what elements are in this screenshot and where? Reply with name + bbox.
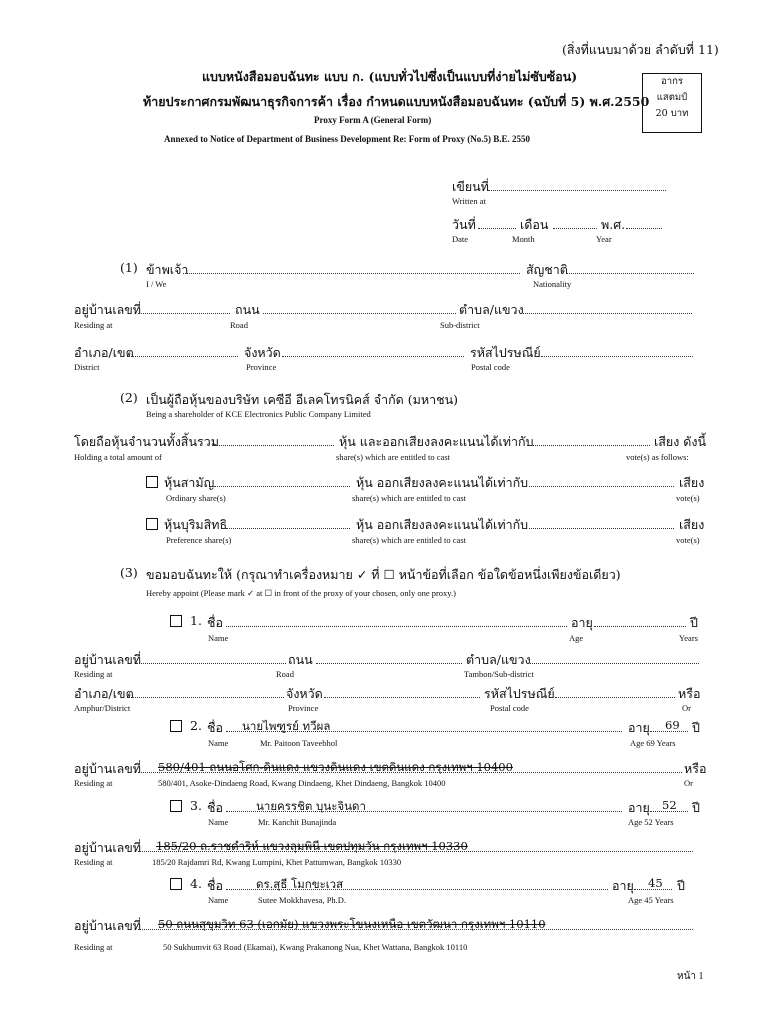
- votes-as-follows-en: vote(s) as follows:: [626, 452, 689, 462]
- attachment-note: (สิ่งที่แนบมาด้วย ลำดับที่ 11): [562, 42, 719, 57]
- proxy3-name-value: นายครรชิต บุนะจินดา: [256, 799, 366, 813]
- date-day-field[interactable]: [478, 228, 516, 229]
- nationality-label: สัญชาติ: [526, 262, 568, 277]
- proxy4-residing-label: อยู่บ้านเลขที่: [74, 918, 142, 933]
- proxy2-age-label: อายุ: [628, 720, 650, 735]
- proxy3-number: 3.: [190, 798, 202, 813]
- appoint-en: Hereby appoint (Please mark ✓ at ☐ in front of the proxy of your chosen, only one proxy.): [146, 588, 456, 598]
- proxy1-age-en: Age: [569, 633, 584, 643]
- preference-entitled-label: หุ้น ออกเสียงลงคะแนนได้เท่ากับ: [356, 517, 529, 532]
- proxy1-province-label: จังหวัด: [286, 686, 323, 701]
- house-no-field[interactable]: [138, 313, 230, 314]
- proxy2-number: 2.: [190, 718, 202, 733]
- date-month-field[interactable]: [553, 228, 597, 229]
- stamp-line3: 20 บาท: [655, 108, 689, 119]
- holding-en: Holding a total amount of: [74, 452, 162, 462]
- date-month-label: เดือน: [520, 217, 549, 232]
- proxy3-residing-label: อยู่บ้านเลขที่: [74, 840, 142, 855]
- province-en: Province: [246, 362, 277, 372]
- province-label: จังหวัด: [244, 345, 281, 360]
- proxy1-postal-field[interactable]: [555, 697, 675, 698]
- proxy1-or-label: หรือ: [678, 686, 701, 701]
- nationality-field[interactable]: [566, 273, 694, 274]
- residing-label: อยู่บ้านเลขที่: [74, 302, 142, 317]
- written-at-en: Written at: [452, 196, 486, 206]
- proxy1-province-en: Province: [288, 703, 319, 713]
- proxy1-age-field[interactable]: [594, 626, 686, 627]
- proxy2-name-en-label: Name: [208, 738, 229, 748]
- proxy2-name-label: ชื่อ: [207, 720, 223, 735]
- proxy1-residing-label: อยู่บ้านเลขที่: [74, 652, 142, 667]
- written-at-label: เขียนที่: [452, 179, 489, 194]
- ordinary-label: หุ้นสามัญ: [164, 475, 215, 490]
- section2-number: (2): [120, 390, 138, 405]
- iwe-field[interactable]: [183, 273, 520, 274]
- proxy3-age-en: Age 52 Years: [628, 817, 674, 827]
- appoint-text: ขอมอบฉันทะให้ (กรุณาทำเครื่องหมาย ✓ ที่ ☐ หน้าข้อที่เลือก ข้อใดข้อหนึ่งเพียงข้อเดียว): [146, 567, 621, 582]
- residing-en: Residing at: [74, 320, 113, 330]
- proxy1-province-field[interactable]: [324, 697, 480, 698]
- preference-en: Preference share(s): [166, 535, 232, 545]
- section3-number: (3): [120, 565, 138, 580]
- votes-as-follows: เสียง ดังนี้: [654, 434, 707, 449]
- proxy2-address-en: 580/401, Asoke-Dindaeng Road, Kwang Dindaeng, Khet Dindaeng, Bangkok 10400: [158, 778, 446, 788]
- subdistrict-field[interactable]: [520, 313, 692, 314]
- iwe-label: ข้าพเจ้า: [146, 262, 189, 277]
- proxy2-residing-label: อยู่บ้านเลขที่: [74, 761, 142, 776]
- ordinary-shares-field[interactable]: [214, 486, 350, 487]
- shares-vote-en: share(s) which are entitled to cast: [336, 452, 450, 462]
- stamp-box: [642, 73, 702, 133]
- stamp-line1: อากร: [661, 76, 683, 87]
- proxy4-address-value: 50 ถนนสุขุมวิท 63 (เอกมัย) แขวงพระโขนงเหนือ เขตวัฒนา กรุงเทพฯ 10110: [158, 917, 546, 931]
- road-field[interactable]: [263, 313, 456, 314]
- holding-label: โดยถือหุ้นจำนวนทั้งสิ้นรวม: [74, 434, 219, 449]
- iwe-en: I / We: [146, 279, 167, 289]
- road-en: Road: [230, 320, 248, 330]
- proxy1-number: 1.: [190, 613, 202, 628]
- ordinary-vote-en: vote(s): [676, 493, 700, 503]
- proxy1-name-en: Name: [208, 633, 229, 643]
- subdistrict-label: ตำบล/แขวง: [459, 302, 524, 317]
- proxy2-age-value: 69: [665, 718, 680, 732]
- proxy4-residing-en: Residing at: [74, 942, 113, 952]
- shares-vote-label: หุ้น และออกเสียงลงคะแนนได้เท่ากับ: [339, 434, 534, 449]
- proxy4-checkbox[interactable]: [170, 878, 182, 890]
- month-en: Month: [512, 234, 535, 244]
- title-en-line2: Annexed to Notice of Department of Business Development Re: Form of Proxy (No.5) B.E. 2550: [164, 134, 531, 144]
- ordinary-entitled-en: share(s) which are entitled to cast: [352, 493, 466, 503]
- proxy1-years-en: Years: [679, 633, 698, 643]
- proxy4-years-label: ปี: [677, 878, 685, 893]
- proxy1-tambon-field[interactable]: [527, 663, 699, 664]
- proxy3-name-en-label: Name: [208, 817, 229, 827]
- district-en: District: [74, 362, 100, 372]
- nationality-en: Nationality: [533, 279, 572, 289]
- proxy2-checkbox[interactable]: [170, 720, 182, 732]
- proxy4-address-en: 50 Sukhumvit 63 Road (Ekamai), Kwang Prakanong Nua, Khet Wattana, Bangkok 10110: [163, 942, 468, 952]
- preference-shares-field[interactable]: [226, 528, 350, 529]
- proxy1-house-field[interactable]: [136, 663, 286, 664]
- proxy1-road-en: Road: [276, 669, 294, 679]
- proxy2-age-en: Age 69 Years: [630, 738, 676, 748]
- proxy4-age-label: อายุ: [612, 878, 634, 893]
- proxy4-age-value: 45: [648, 876, 663, 890]
- proxy3-address-en: 185/20 Rajdamri Rd, Kwang Lumpini, Khet Pattumwan, Bangkok 10330: [152, 857, 402, 867]
- proxy2-name-en: Mr. Paitoon Taveebhol: [260, 738, 338, 748]
- written-at-field[interactable]: [488, 190, 666, 191]
- proxy4-name-value: ดร.สุธี โมกขะเวส: [256, 877, 344, 891]
- proxy1-age-label: อายุ: [571, 615, 593, 630]
- proxy1-tambon-en: Tambon/Sub-district: [464, 669, 534, 679]
- date-day-label: วันที่: [452, 217, 476, 232]
- preference-vote-en: vote(s): [676, 535, 700, 545]
- proxy1-road-field[interactable]: [316, 663, 462, 664]
- proxy1-amphur-label: อำเภอ/เขต: [74, 686, 134, 701]
- proxy1-or-en: Or: [682, 703, 691, 713]
- year-en: Year: [596, 234, 612, 244]
- preference-votes-field[interactable]: [529, 528, 674, 529]
- proxy3-age-label: อายุ: [628, 800, 650, 815]
- proxy1-checkbox[interactable]: [170, 615, 182, 627]
- district-field[interactable]: [128, 356, 238, 357]
- shareholder-text: เป็นผู้ถือหุ้นของบริษัท เคซีอี อีเลคโทรนิคส์ จำกัด (มหาชน): [146, 392, 459, 407]
- date-en: Date: [452, 234, 469, 244]
- title-th-line2: ท้ายประกาศกรมพัฒนาธุรกิจการค้า เรื่อง กำหนดแบบหนังสือมอบฉันทะ (ฉบับที่ 5) พ.ศ.2550: [143, 94, 650, 109]
- proxy2-or-label: หรือ: [684, 761, 707, 776]
- ordinary-entitled-label: หุ้น ออกเสียงลงคะแนนได้เท่ากับ: [356, 475, 529, 490]
- proxy4-name-en: Sutee Mokkhavesa, Ph.D.: [258, 895, 347, 905]
- proxy1-road-label: ถนน: [288, 652, 313, 667]
- proxy3-years-label: ปี: [692, 800, 700, 815]
- date-year-label: พ.ศ.: [601, 217, 626, 232]
- shareholder-en: Being a shareholder of KCE Electronics Public Company Limited: [146, 409, 371, 419]
- preference-label: หุ้นบุริมสิทธิ: [164, 517, 228, 532]
- preference-vote-unit: เสียง: [679, 517, 705, 532]
- proxy4-number: 4.: [190, 876, 202, 891]
- province-field[interactable]: [282, 356, 464, 357]
- proxy1-postal-label: รหัสไปรษณีย์: [484, 686, 555, 701]
- total-votes-field[interactable]: [527, 445, 650, 446]
- road-label: ถนน: [235, 302, 260, 317]
- subdistrict-en: Sub-district: [440, 320, 480, 330]
- proxy2-years-label: ปี: [692, 720, 700, 735]
- preference-checkbox[interactable]: [146, 518, 158, 530]
- date-year-field[interactable]: [626, 228, 662, 229]
- proxy4-name-label: ชื่อ: [207, 878, 223, 893]
- proxy3-checkbox[interactable]: [170, 800, 182, 812]
- title-th-line1: แบบหนังสือมอบฉันทะ แบบ ก. (แบบทั่วไปซึ่งเป็นแบบที่ง่ายไม่ซับซ้อน): [202, 69, 578, 84]
- proxy3-age-value: 52: [662, 798, 677, 812]
- ordinary-votes-field[interactable]: [529, 486, 674, 487]
- ordinary-vote-unit: เสียง: [679, 475, 705, 490]
- proxy4-name-en-label: Name: [208, 895, 229, 905]
- proxy2-residing-en: Residing at: [74, 778, 113, 788]
- section1-number: (1): [120, 260, 138, 275]
- district-label: อำเภอ/เขต: [74, 345, 134, 360]
- proxy2-or-en: Or: [684, 778, 693, 788]
- proxy1-postal-en: Postal code: [490, 703, 529, 713]
- proxy1-residing-en: Residing at: [74, 669, 113, 679]
- ordinary-en: Ordinary share(s): [166, 493, 226, 503]
- proxy3-name-label: ชื่อ: [207, 800, 223, 815]
- proxy1-amphur-field[interactable]: [128, 697, 284, 698]
- total-shares-field[interactable]: [214, 445, 334, 446]
- proxy1-tambon-label: ตำบล/แขวง: [466, 652, 531, 667]
- postal-field[interactable]: [541, 356, 693, 357]
- title-en-line1: Proxy Form A (General Form): [314, 115, 432, 125]
- proxy2-address-value: 580/401 ถนนอโศก-ดินแดง แขวงดินแดง เขตดินแดง กรุงเทพฯ 10400: [158, 760, 513, 774]
- proxy1-amphur-en: Amphur/District: [74, 703, 131, 713]
- page-number: หน้า 1: [677, 971, 704, 982]
- preference-entitled-en: share(s) which are entitled to cast: [352, 535, 466, 545]
- postal-en: Postal code: [471, 362, 510, 372]
- stamp-line2: แสตมป์: [656, 92, 688, 103]
- proxy3-address-value: 185/20 ถ.ราชดำริห์ แขวงลุมพินี เขตปทุมวัน กรุงเทพฯ 10330: [156, 839, 468, 853]
- proxy3-name-en: Mr. Kanchit Bunajinda: [258, 817, 337, 827]
- proxy1-name-label: ชื่อ: [207, 615, 223, 630]
- proxy3-residing-en: Residing at: [74, 857, 113, 867]
- proxy4-age-en: Age 45 Years: [628, 895, 674, 905]
- proxy1-years-label: ปี: [690, 615, 698, 630]
- ordinary-checkbox[interactable]: [146, 476, 158, 488]
- proxy1-name-field[interactable]: [226, 626, 567, 627]
- postal-label: รหัสไปรษณีย์: [470, 345, 541, 360]
- proxy2-name-value: นายไพฑูรย์ ทวีผล: [242, 719, 331, 733]
